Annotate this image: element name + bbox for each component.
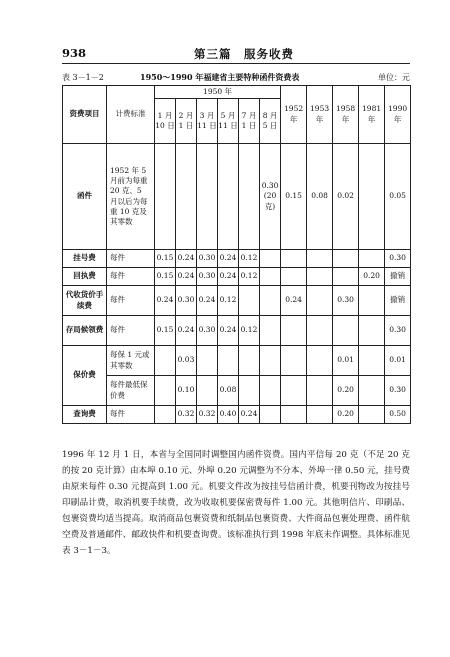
fee-cell [218, 346, 239, 376]
fee-standard: 每件 [107, 286, 155, 316]
body-paragraph: 1996 年 12 月 1 日，本省与全国同时调整国内函件资费。国内平信每 20 克（不足 20 克的按 20 克计算）由本埠 0.10 元、外埠 0.20 元调整为不分本、外埠一律 0.50 元，挂号费由原来每件 0.30 元提高到 1.00 元。机要文件改为按挂号信函计费，机要刊物改为按挂号印刷品计费，取消机要手续费，改为收取机要保密费每件 1.00 元。其他明信片、印刷品、包裹资费均适当提高。取消商品包裹资费和纸制品包裹资费、大件商品包裹处理费、函件航空费及普通邮件、邮政快件和机要查询费。该标准执行到 1998 年底未作调整。具体标准见表 3－1－3。 [62, 449, 411, 556]
fee-cell: 0.12 [239, 268, 260, 286]
fee-cell [260, 268, 281, 286]
table-row [63, 286, 411, 316]
table-row [63, 376, 411, 406]
fee-cell: 0.01 [333, 346, 359, 376]
fee-cell: 0.24 [218, 268, 239, 286]
fee-item: 查询费 [63, 406, 107, 424]
col-header-item: 资费项目 [63, 86, 107, 144]
col-header-date: 3 月 11 日 [197, 99, 218, 144]
page-header [62, 46, 410, 64]
fee-cell: 0.08 [218, 376, 239, 406]
fee-item: 函件 [63, 144, 107, 250]
fee-cell: 0.24 [197, 286, 218, 316]
fee-cell [359, 346, 385, 376]
fee-cell: 0.03 [176, 346, 197, 376]
col-header-standard: 计费标准 [107, 86, 155, 144]
col-header-year: 1952 年 [281, 86, 307, 144]
fee-cell: 0.12 [239, 250, 260, 268]
col-header-year: 1953 年 [307, 86, 333, 144]
fee-table [62, 85, 411, 424]
fee-cell: 0.24 [218, 250, 239, 268]
fee-cell [281, 316, 307, 346]
fee-cell [359, 376, 385, 406]
col-header-year: 1958 年 [333, 86, 359, 144]
fee-cell: 0.24 [218, 316, 239, 346]
fee-standard: 每件 [107, 316, 155, 346]
table-row [63, 316, 411, 346]
table-id: 表 3－1－2 [62, 73, 104, 82]
fee-cell [197, 346, 218, 376]
fee-cell: 0.15 [155, 268, 176, 286]
fee-cell [239, 346, 260, 376]
fee-cell [155, 346, 176, 376]
fee-item: 保价费 [63, 346, 107, 406]
table-row [63, 406, 411, 424]
fee-cell [197, 376, 218, 406]
fee-cell: 0.30 [385, 250, 411, 268]
fee-cell [307, 286, 333, 316]
fee-cell: 0.30 [385, 316, 411, 346]
fee-standard: 每保 1 元或其零数 [107, 346, 155, 376]
fee-cell [359, 286, 385, 316]
fee-cell: 0.24 [176, 250, 197, 268]
fee-cell: 0.30 [197, 316, 218, 346]
fee-cell: 0.30 [385, 376, 411, 406]
fee-cell [307, 316, 333, 346]
fee-standard: 每件 [107, 268, 155, 286]
fee-cell [359, 316, 385, 346]
fee-cell: 0.30 [333, 286, 359, 316]
fee-cell [307, 250, 333, 268]
fee-cell: 0.20 [333, 376, 359, 406]
fee-cell: 0.24 [176, 316, 197, 346]
col-header-date: 2 月 1 日 [176, 99, 197, 144]
fee-cell: 0.30 (20克) [260, 144, 281, 250]
fee-cell [260, 286, 281, 316]
fee-cell: 0.32 [176, 406, 197, 424]
fee-standard: 每件 [107, 250, 155, 268]
fee-cell [281, 268, 307, 286]
fee-cell: 0.10 [176, 376, 197, 406]
fee-cell [307, 406, 333, 424]
fee-cell [333, 268, 359, 286]
fee-cell: 0.30 [197, 250, 218, 268]
fee-cell [176, 144, 197, 250]
fee-cell: 0.24 [281, 286, 307, 316]
table-row [63, 144, 411, 250]
fee-cell: 0.20 [359, 268, 385, 286]
fee-cell: 0.12 [218, 286, 239, 316]
fee-cell: 0.30 [197, 268, 218, 286]
fee-cell [260, 316, 281, 346]
fee-cell [260, 376, 281, 406]
fee-cell: 0.15 [281, 144, 307, 250]
fee-cell: 0.20 [333, 406, 359, 424]
col-header-date: 5 月 11 日 [218, 99, 239, 144]
fee-cell: 0.24 [239, 406, 260, 424]
unit-label: 单位：元 [378, 73, 410, 82]
fee-cell: 0.15 [155, 316, 176, 346]
fee-cell [155, 406, 176, 424]
fee-cell [239, 286, 260, 316]
fee-cell: 0.02 [333, 144, 359, 250]
fee-cell: 0.50 [385, 406, 411, 424]
fee-standard: 每件 [107, 406, 155, 424]
fee-cell: 撤销 [385, 286, 411, 316]
fee-standard: 1952 年 5 月前为每重 20 克、5 月以后为每重 10 克及其零数 [107, 144, 155, 250]
fee-item: 代收货价手续费 [63, 286, 107, 316]
fee-cell: 0.05 [385, 144, 411, 250]
fee-cell [333, 316, 359, 346]
fee-cell [260, 406, 281, 424]
col-header-year: 1990 年 [385, 86, 411, 144]
col-header-year: 1981 年 [359, 86, 385, 144]
fee-cell: 0.12 [239, 316, 260, 346]
table-title: 1950～1990 年福建省主要特种函件资费表 [140, 72, 300, 82]
col-header-date: 8 月 5 日 [260, 99, 281, 144]
section-title: 第三篇 服务收费 [194, 47, 294, 61]
page-number: 938 [62, 46, 87, 60]
table-row [63, 250, 411, 268]
fee-cell: 0.08 [307, 144, 333, 250]
col-header-1950: 1950 年 [155, 86, 281, 99]
fee-cell: 撤销 [385, 268, 411, 286]
fee-cell [239, 376, 260, 406]
fee-cell [197, 144, 218, 250]
fee-item: 回执费 [63, 268, 107, 286]
fee-cell [307, 346, 333, 376]
fee-item: 存局候领费 [63, 316, 107, 346]
fee-cell [281, 250, 307, 268]
fee-cell [155, 376, 176, 406]
fee-cell: 0.30 [176, 286, 197, 316]
fee-cell [155, 144, 176, 250]
col-header-date: 1 月 10 日 [155, 99, 176, 144]
fee-cell [281, 346, 307, 376]
fee-cell: 0.40 [218, 406, 239, 424]
fee-cell: 0.32 [197, 406, 218, 424]
fee-cell [260, 250, 281, 268]
fee-cell [359, 250, 385, 268]
col-header-date: 7 月 1 日 [239, 99, 260, 144]
fee-cell [307, 376, 333, 406]
fee-cell [218, 144, 239, 250]
fee-cell [359, 144, 385, 250]
fee-cell [239, 144, 260, 250]
fee-cell: 0.24 [155, 286, 176, 316]
fee-cell: 0.01 [385, 346, 411, 376]
fee-cell [333, 250, 359, 268]
fee-cell [307, 268, 333, 286]
fee-item: 挂号费 [63, 250, 107, 268]
fee-cell [281, 376, 307, 406]
fee-cell [260, 346, 281, 376]
fee-cell [359, 406, 385, 424]
table-row [63, 346, 411, 376]
fee-standard: 每件最低保价费 [107, 376, 155, 406]
table-row [63, 268, 411, 286]
fee-cell: 0.24 [176, 268, 197, 286]
fee-cell [281, 406, 307, 424]
header-rule [62, 63, 410, 64]
fee-cell: 0.15 [155, 250, 176, 268]
